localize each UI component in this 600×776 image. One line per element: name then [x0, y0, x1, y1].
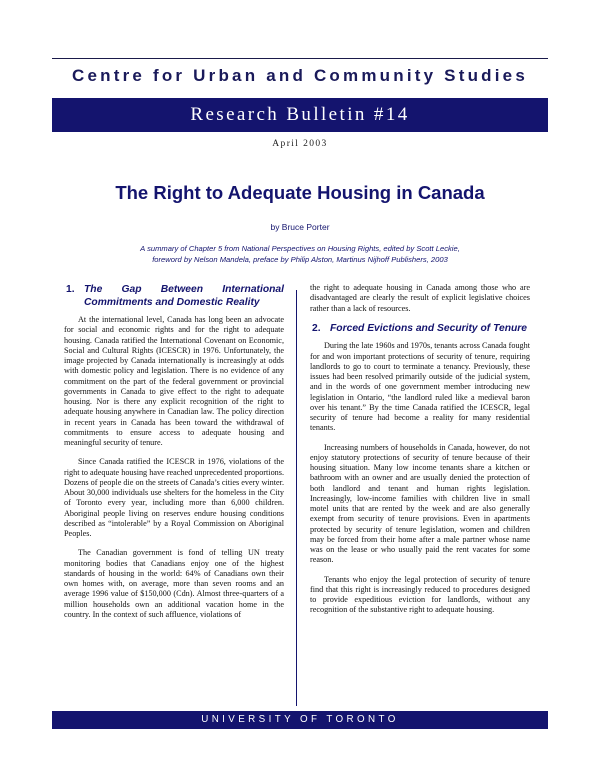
paragraph: Since Canada ratified the ICESCR in 1976, violations of the right to adequate housing have reached unprecedented proportions. Dozens of people die on the streets of Canada’s cities every winter. About 30,000 individuals use shelters for the homeless in the City of Toronto every year, including more than 6,000 children. Aboriginal people living on reserves endure housing conditions described as “intolerable” by a Royal Commission on Aboriginal Peoples. [64, 457, 284, 538]
bulletin-banner: Research Bulletin #14 [52, 98, 548, 132]
paragraph: During the late 1960s and 1970s, tenants across Canada fought for and won important protections of security of tenure, requiring landlords to go to court to terminate a tenancy. Previously, these issues had been resolved primarily outside of the judicial system, and in the words of one government member introducing new legislation in Ontario, “the landlord ruled like a medieval baron over his tenant.” By the time Canada ratified the ICESCR, legal security of tenure had become a reality for many residential tenants. [310, 341, 531, 433]
section-number: 1. [66, 284, 75, 295]
paragraph: At the international level, Canada has long been an advocate for social and economic rights and for the right to adequate housing. Canada ratified the International Covenant on Economic, Social and Cultural Rights (ICESCR) in 1976. Unfortunately, the image projected by Canada internationally is increasingly at odds with domestic policy and legislation. There is no evidence of any commitment on the part of the federal government or provincial governments in Canada to give effect to the right to adequate housing. Nor is there any explicit recognition of the right to adequate housing anywhere in Canadian law. The policy direction in recent years in Canada has been toward the withdrawal of commitments to ensure access to adequate housing and meaningful security of tenure. [64, 315, 284, 447]
summary-line-1: A summary of Chapter 5 from National Perspectives on Housing Rights, edited by Scott Leckie, [140, 244, 460, 253]
section-heading [310, 323, 530, 336]
organization-name: Centre for Urban and Community Studies [72, 66, 528, 85]
article-author: by Bruce Porter [270, 222, 330, 232]
article-title: The Right to Adequate Housing in Canada [115, 182, 485, 203]
section-number: 2. [312, 322, 321, 334]
left-column [64, 284, 284, 629]
publication-date: April 2003 [272, 139, 328, 149]
paragraph: Increasing numbers of households in Canada, however, do not enjoy statutory protections of security of tenure because of their housing situation. Many low income tenants share a kitchen or bathroom with an owner and are usually denied the protection of both landlord and tenant and human rights legislation. Increasingly, low-income families with children live in small motel units that are rented by the week and are also generally exempt from security of tenure provisions. Even in apartments protected by security of tenure legislation, women and children may be forced from their home after a male partner whose name was on the lease or who usually paid the rent vacates for some reason. [310, 442, 530, 565]
paragraph: Tenants who enjoy the legal protection of security of tenure find that this right is increasingly reduced to procedures designed to provide expeditious eviction for landlords, without any recognition of the substantive right to adequate housing. [310, 574, 530, 615]
column-divider [296, 290, 297, 706]
right-column [310, 283, 530, 625]
paragraph: The Canadian government is fond of telling UN treaty monitoring bodies that Canadians enjoy one of the highest standards of housing in the world: 64% of Canadians own their own homes with, on average, more than seven rooms and an average 1996 value of $150,000 (Cdn). Almost three-quarters of a million households own an additional vacation home in the country. In the context of such affluence, violations of [64, 548, 284, 619]
paragraph-continued: the right to adequate housing in Canada among those who are disadvantaged are clearly the result of explicit legislative choices rather than a lack of resources. [310, 283, 530, 313]
section-heading [64, 284, 284, 309]
summary-line-2: foreword by Nelson Mandela, preface by Philip Alston, Martinus Nijhoff Publishers, 2003 [152, 254, 448, 264]
footer-banner: UNIVERSITY OF TORONTO [52, 711, 548, 729]
article-summary [100, 244, 500, 265]
top-rule [52, 58, 548, 59]
section-title: The Gap Between International Commitments and Domestic Reality [84, 284, 284, 308]
section-title: Forced Evictions and Security of Tenure [330, 322, 528, 334]
